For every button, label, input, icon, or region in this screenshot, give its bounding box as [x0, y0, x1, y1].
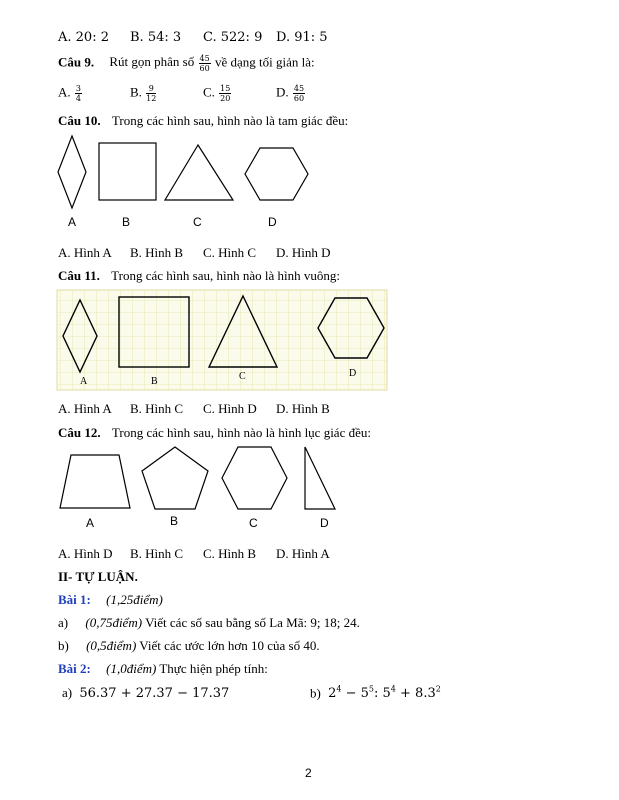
bai2-b-label: b): [310, 685, 321, 701]
q9-frac-num: 45: [199, 54, 210, 63]
bai1-part-b: [58, 638, 320, 654]
q12-shape-label-d: D: [320, 516, 329, 530]
bai1-heading: [58, 592, 163, 608]
bai2-b-expression: $2^4 - 5^5$: $5^4 + 8.3^2$: [328, 685, 441, 702]
bai2-label: Bài 2:: [58, 661, 91, 676]
bai1-points: (1,25điểm): [106, 592, 163, 607]
q12-shape-label-c: C: [249, 516, 258, 530]
q11-shape-label-a: A: [80, 376, 88, 387]
bai2-part-a: [62, 685, 229, 701]
q12-shape-label-a: A: [86, 516, 95, 530]
q10-option-c: C. Hình C: [203, 245, 257, 260]
page-number: 2: [305, 766, 312, 780]
bai1-b-points: (0,5điểm): [86, 638, 137, 653]
q12-option-c: C. Hình B: [203, 546, 257, 561]
q12-hexagon-shape: [222, 447, 287, 509]
q10-shape-label-d: D: [268, 215, 277, 229]
q12-shape-label-b: B: [170, 514, 179, 528]
q9-option-d: D. $\frac{45}{60}$: [276, 84, 305, 103]
q10-shape-label-c: C: [193, 215, 202, 229]
q10-shape-label-a: A: [68, 215, 77, 229]
q12-right-triangle-shape: [305, 447, 335, 509]
q11-option-a: A. Hình A: [58, 401, 112, 416]
q12-text: Trong các hình sau, hình nào là hình lục giác đều:: [111, 425, 371, 440]
q12-pentagon-shape: [142, 447, 208, 509]
bai2-a-label: a): [62, 685, 73, 700]
q9-option-c: C. $\frac{15}{20}$: [203, 84, 231, 103]
q11-shape-label-c: C: [239, 371, 246, 382]
q11-option-b: B. Hình C: [130, 401, 184, 416]
q12-label: Câu 12.: [58, 425, 101, 440]
q10-option-a: A. Hình A: [58, 245, 112, 260]
bai1-label: Bài 1:: [58, 592, 91, 607]
q8-option-b: B. 54: 3: [130, 30, 182, 45]
q10-option-d: D. Hình D: [276, 245, 331, 260]
bai2-heading: [58, 661, 268, 677]
q11-text: Trong các hình sau, hình nào là hình vuông:: [111, 268, 340, 283]
q9-label: Câu 9.: [58, 54, 95, 70]
q8-option-c: C. 522: 9: [203, 30, 263, 45]
bai1-b-text: Viết các ước lớn hơn 10 của số 40.: [139, 638, 320, 653]
q9-option-a: A. $\frac{3}{4}$: [58, 84, 81, 103]
q12-option-b: B. Hình C: [130, 546, 184, 561]
bai1-a-points: (0,75điểm): [85, 615, 143, 630]
bai2-a-expression: 56.37 + 27.37 − 17.37: [79, 686, 230, 701]
q12-option-d: D. Hình A: [276, 546, 330, 561]
q9-text-after: về dạng tối giản là:: [214, 54, 315, 70]
q11-shape-label-b: B: [151, 376, 158, 387]
q8-option-a: A. 20: 2: [58, 30, 109, 45]
bai1-part-a: [58, 615, 360, 631]
q11-option-c: C. Hình D: [203, 401, 257, 416]
q11-label: Câu 11.: [58, 268, 100, 283]
q9-frac-den: 60: [199, 64, 210, 73]
q11-shape-label-d: D: [349, 368, 357, 379]
bai2-text: Thực hiện phép tính:: [159, 661, 268, 676]
bai1-a-text: Viết các số sau bằng số La Mã: 9; 18; 24.: [145, 615, 360, 630]
bai2-points: (1,0điểm): [106, 661, 157, 676]
bai1-b-label: b): [58, 638, 69, 653]
q10-label: Câu 10.: [58, 113, 101, 128]
q11-option-d: D. Hình B: [276, 401, 330, 416]
q12-option-a: A. Hình D: [58, 546, 113, 561]
q9-text-before: Rút gọn phân số: [109, 54, 195, 70]
q10-text: Trong các hình sau, hình nào là tam giác đều:: [111, 113, 349, 128]
q9-option-b: B. $\frac{9}{12}$: [130, 84, 157, 103]
bai1-a-label: a): [58, 615, 69, 630]
q8-option-d: D. 91: 5: [276, 30, 328, 45]
q10-option-b: B. Hình B: [130, 245, 184, 260]
q10-shape-label-b: B: [122, 215, 131, 229]
bai2-part-b: [310, 685, 441, 701]
section-2-title: II- TỰ LUẬN.: [58, 569, 138, 584]
q12-trapezoid-shape: [60, 455, 130, 508]
